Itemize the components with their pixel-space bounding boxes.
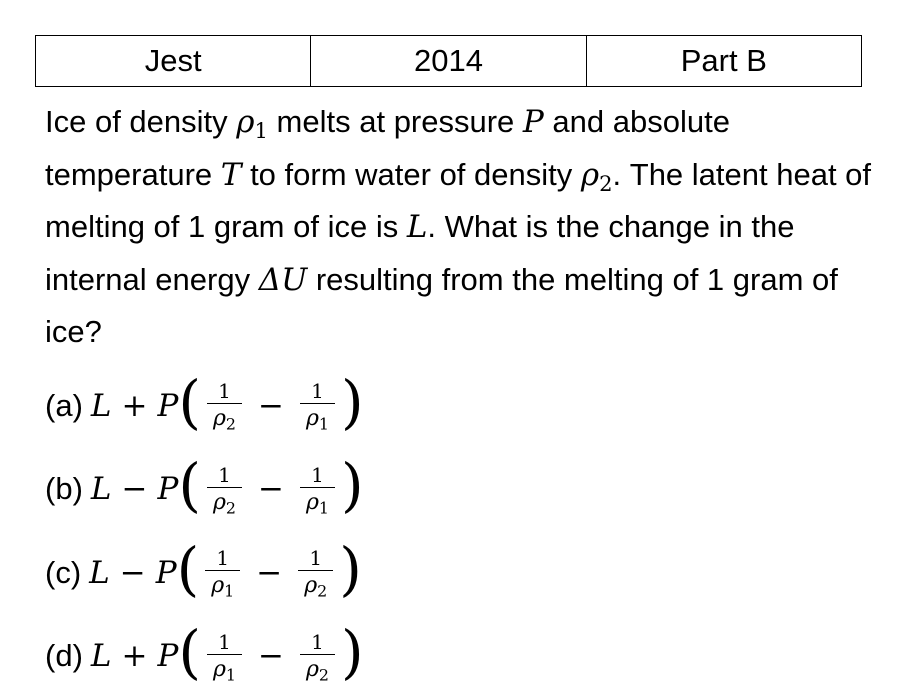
denominator: [207, 403, 242, 432]
rho-symbol: ρ: [581, 157, 599, 193]
rho-symbol: ρ: [213, 490, 226, 515]
subscript: 2: [319, 665, 329, 684]
option-label: (a): [45, 388, 83, 424]
operator: +: [121, 388, 147, 424]
pressure-symbol: P: [157, 388, 178, 424]
fraction: [300, 630, 335, 683]
right-paren: ): [341, 456, 364, 514]
header-cell-exam: Jest: [36, 36, 311, 86]
rho-symbol: ρ: [306, 490, 319, 515]
right-paren: ): [339, 540, 362, 598]
question-text-1: Ice of density: [45, 104, 236, 139]
subscript: 2: [317, 582, 327, 601]
minus-operator: −: [258, 388, 284, 424]
latent-heat-symbol: L: [91, 388, 112, 424]
subscript: 1: [319, 415, 329, 434]
denominator: [300, 487, 335, 516]
pressure-symbol: P: [157, 638, 178, 674]
fraction: [207, 630, 242, 683]
rho-symbol: ρ: [213, 657, 226, 682]
denominator: [207, 487, 242, 516]
operator: −: [120, 555, 146, 591]
minus-operator: −: [256, 555, 282, 591]
rho-symbol: ρ: [236, 104, 254, 140]
minus-operator: −: [258, 471, 284, 507]
left-paren: (: [178, 623, 201, 681]
option-b[interactable]: [45, 448, 364, 532]
numerator: 1: [305, 379, 330, 403]
subscript: 1: [255, 118, 268, 143]
fraction: [300, 463, 335, 516]
rho-symbol: ρ: [306, 406, 319, 431]
question-text-5: . The latent heat of melting of 1 gram of ice is: [45, 157, 871, 245]
rho-symbol: ρ: [211, 573, 224, 598]
denominator: [300, 403, 335, 432]
subscript: 1: [319, 498, 329, 517]
option-label: (b): [45, 471, 83, 507]
operator: +: [121, 638, 147, 674]
denominator: [207, 654, 242, 683]
option-a[interactable]: [45, 364, 364, 448]
delta-u-symbol: ΔU: [259, 262, 308, 298]
numerator: 1: [210, 546, 235, 570]
subscript: 2: [226, 415, 236, 434]
subscript: 1: [226, 665, 236, 684]
question-text: [45, 96, 885, 358]
option-label: (d): [45, 638, 83, 674]
option-label: (c): [45, 555, 81, 591]
numerator: 1: [212, 463, 237, 487]
rho-symbol: ρ: [306, 657, 319, 682]
latent-heat-symbol: L: [89, 555, 110, 591]
numerator: 1: [305, 630, 330, 654]
pressure-symbol: P: [523, 104, 544, 140]
denominator: [300, 654, 335, 683]
header-cell-part: Part B: [587, 36, 861, 86]
question-text-3: and absolute temperature: [45, 104, 730, 192]
numerator: 1: [305, 463, 330, 487]
fraction: [298, 546, 333, 599]
question-text-4: to form water of density: [241, 157, 580, 192]
latent-heat-symbol: L: [91, 471, 112, 507]
pressure-symbol: P: [157, 471, 178, 507]
denominator: [298, 570, 333, 599]
header-cell-year: 2014: [311, 36, 586, 86]
left-paren: (: [178, 373, 201, 431]
numerator: 1: [212, 630, 237, 654]
denominator: [205, 570, 240, 599]
numerator: 1: [212, 379, 237, 403]
option-d[interactable]: [45, 615, 364, 698]
minus-operator: −: [258, 638, 284, 674]
left-paren: (: [177, 540, 200, 598]
fraction: [205, 546, 240, 599]
answer-options: [45, 364, 364, 698]
temperature-symbol: T: [221, 157, 242, 193]
fraction: [207, 379, 242, 432]
right-paren: ): [341, 623, 364, 681]
fraction: [300, 379, 335, 432]
pressure-symbol: P: [156, 555, 177, 591]
subscript: 2: [226, 498, 236, 517]
fraction: [207, 463, 242, 516]
option-c[interactable]: [45, 531, 364, 615]
left-paren: (: [178, 456, 201, 514]
numerator: 1: [303, 546, 328, 570]
rho-symbol: ρ: [213, 406, 226, 431]
subscript: 2: [599, 170, 612, 195]
question-text-6: . What is the change in the internal energy: [45, 209, 794, 297]
subscript: 1: [224, 582, 234, 601]
latent-heat-symbol: L: [407, 209, 428, 245]
right-paren: ): [341, 373, 364, 431]
latent-heat-symbol: L: [91, 638, 112, 674]
header-table: [35, 35, 862, 87]
question-text-7: resulting from the melting of 1 gram of ice?: [45, 262, 838, 350]
operator: −: [121, 471, 147, 507]
question-text-2: melts at pressure: [268, 104, 523, 139]
rho-symbol: ρ: [304, 573, 317, 598]
